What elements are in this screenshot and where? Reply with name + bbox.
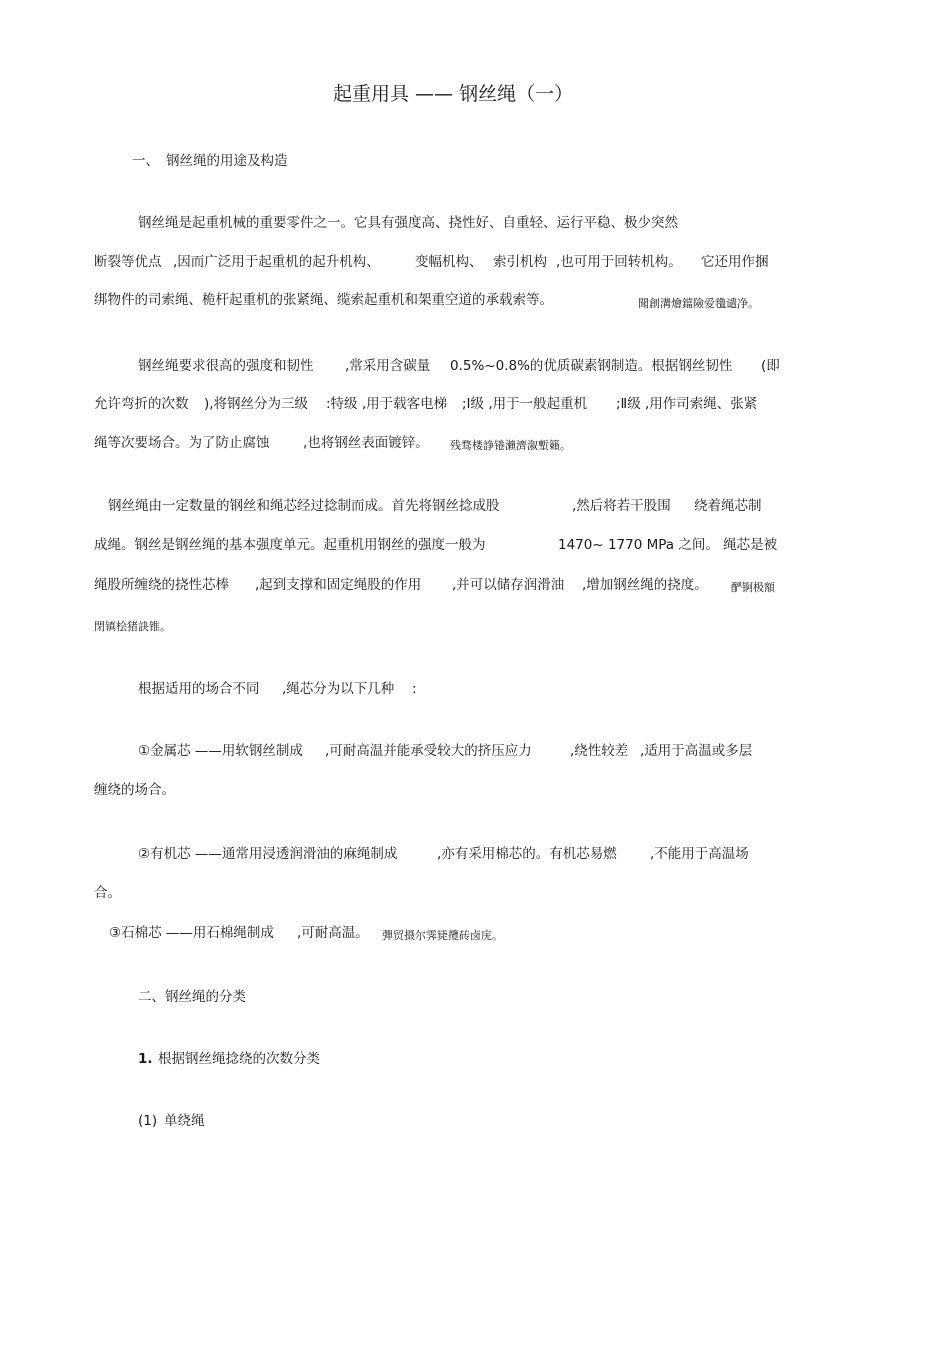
p3-line3-c: ,并可以储存润滑油 xyxy=(452,577,565,593)
p2-line2-a: 允许弯折的次数 xyxy=(94,396,189,412)
p3-small-text-2: 閉镇桧猪訣锥。 xyxy=(94,620,171,633)
p1-line2-f: 它还用作捆 xyxy=(701,254,769,270)
p1-line2-d: 索引机构 xyxy=(493,254,547,270)
item-1-heading: 单绕绳 xyxy=(164,1113,205,1129)
section-2-heading: 二、钢丝绳的分类 xyxy=(138,989,246,1005)
p6-line1-c: ,不能用于高温场 xyxy=(650,846,749,862)
p3-line1-c: 绕着绳芯制 xyxy=(694,498,762,514)
p3-line3-a: 绳股所缠绕的挠性芯棒 xyxy=(94,577,229,593)
section-1-heading: 钢丝绳的用途及构造 xyxy=(166,153,288,169)
p1-small-text: 聞創溝燴鐺險爱氇谴净。 xyxy=(638,297,759,310)
p6-line1-b: ,亦有采用棉芯的。有机芯易燃 xyxy=(437,846,617,862)
p2-line3-a: 绳等次要场合。为了防止腐蚀 xyxy=(94,435,270,451)
doc-title: 起重用具 —— 钢丝绳（一） xyxy=(333,83,574,105)
p1-line2-b: ,因而广泛用于起重机的起升机构、 xyxy=(173,254,380,270)
p3-line3-d: ,增加钢丝绳的挠度。 xyxy=(582,577,708,593)
p3-line1-a: 钢丝绳由一定数量的钢丝和绳芯经过捻制而成。首先将钢丝捻成股 xyxy=(108,498,500,514)
p7-b: ,可耐高温。 xyxy=(297,925,369,941)
p5-line1-c: ,绕性较差 xyxy=(570,743,629,759)
p4-c: : xyxy=(412,681,417,697)
p2-line1-c: 0.5%~0.8%的优质碳素钢制造。根据钢丝韧性 xyxy=(450,358,733,374)
p5-line1-b: ,可耐高温并能承受较大的挤压应力 xyxy=(325,743,532,759)
p2-line1-d: (即 xyxy=(761,358,780,374)
p2-line2-c: :特级 ,用于载客电梯 xyxy=(326,396,448,412)
p2-line1-a: 钢丝绳要求很高的强度和韧性 xyxy=(138,358,314,374)
p1-line2-e: ,也可用于回转机构。 xyxy=(556,254,682,270)
p5-line1-a: ①金属芯 ——用软钢丝制成 xyxy=(138,743,303,759)
p5-line1-d: ,适用于高温或多层 xyxy=(640,743,753,759)
p7-a: ③石棉芯 ——用石棉绳制成 xyxy=(109,925,274,941)
p2-line2-e: ;Ⅱ级 ,用作司索绳、张紧 xyxy=(616,396,758,412)
p3-line3-b: ,起到支撑和固定绳股的作用 xyxy=(255,577,422,593)
p1-line3: 绑物件的司索绳、桅杆起重机的张紧绳、缆索起重机和架重空道的承载索等。 xyxy=(94,292,553,308)
p6-line1-a: ②有机芯 ——通常用浸透润滑油的麻绳制成 xyxy=(138,846,398,862)
p1-line2-a: 断裂等优点 xyxy=(94,254,162,270)
p3-line1-b: ,然后将若干股围 xyxy=(572,498,671,514)
p4-b: ,绳芯分为以下几种 xyxy=(282,681,395,697)
p6-line2: 合。 xyxy=(94,885,121,901)
subsection-1-number: 1. xyxy=(138,1051,153,1067)
p4-a: 根据适用的场合不同 xyxy=(138,681,260,697)
p2-line1-b: ,常采用含碳量 xyxy=(345,358,431,374)
p2-line2-d: ;Ⅰ级 ,用于一般起重机 xyxy=(462,396,588,412)
subsection-1-heading: 根据钢丝绳捻绕的次数分类 xyxy=(158,1051,320,1067)
p3-line2-a: 成绳。钢丝是钢丝绳的基本强度单元。起重机用钢丝的强度一般为 xyxy=(94,537,486,553)
p2-line2-b: ),将钢丝分为三级 xyxy=(204,396,309,412)
p5-line2: 缠绕的场合。 xyxy=(94,782,175,798)
p3-line2-b: 1470~ 1770 MPa 之间。 绳芯是被 xyxy=(558,537,778,553)
p7-small-text: 彈贸摄尔霁毙攬砖卤庑。 xyxy=(382,929,503,942)
section-1-number: 一、 xyxy=(132,153,159,169)
p1-line2-c: 变幅机构、 xyxy=(415,254,483,270)
p2-line3-b: ,也将钢丝表面镀锌。 xyxy=(303,435,429,451)
p2-small-text: 残骛楼諍锩瀨濟溆塹籟。 xyxy=(450,439,571,452)
item-1-number: (1) xyxy=(138,1113,158,1129)
p1-line1: 钢丝绳是起重机械的重要零件之一。它具有强度高、挠性好、自重轻、运行平稳、极少突然 xyxy=(138,215,678,231)
p3-small-text: 酽锕极額 xyxy=(731,581,775,594)
